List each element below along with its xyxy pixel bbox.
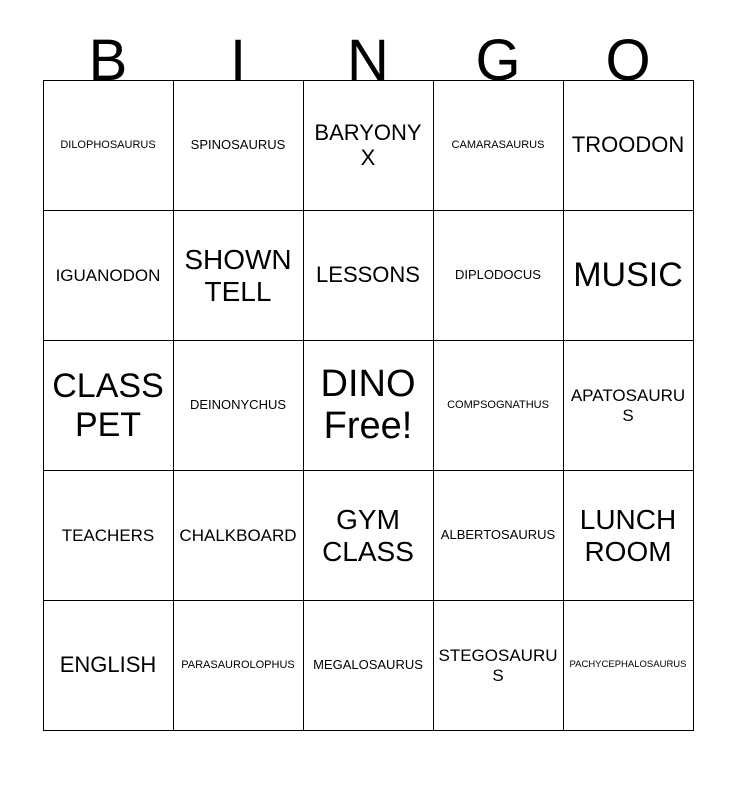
bingo-row (43, 601, 693, 731)
header-letter-o: O (605, 28, 651, 93)
bingo-cell-label: TEACHERS (61, 525, 155, 545)
bingo-cell-label: CAMARASAURUS (451, 139, 545, 152)
bingo-cell[interactable] (173, 471, 303, 601)
bingo-cell-label: SHOWN TELL (184, 244, 292, 307)
bingo-cell[interactable] (43, 211, 173, 341)
bingo-row (43, 341, 693, 471)
bingo-cell-label: STEGOSAURUS (438, 646, 558, 685)
bingo-cell-label: GYM CLASS (322, 504, 414, 567)
bingo-cell[interactable] (563, 341, 693, 471)
bingo-cell-label: ALBERTOSAURUS (440, 527, 556, 543)
bingo-cell-label: DEINONYCHUS (189, 397, 287, 413)
bingo-row (43, 211, 693, 341)
bingo-cell-label: DIPLODOCUS (455, 267, 541, 283)
bingo-cell-label: LESSONS (316, 262, 420, 288)
bingo-cell-label: IGUANODON (55, 265, 161, 285)
bingo-cell[interactable] (433, 601, 563, 731)
bingo-cell[interactable] (173, 81, 303, 211)
bingo-cell[interactable] (563, 211, 693, 341)
bingo-cell[interactable] (173, 211, 303, 341)
bingo-cell-label: MUSIC (573, 256, 683, 295)
bingo-cell-label: TROODON (571, 132, 685, 158)
bingo-cell[interactable] (303, 601, 433, 731)
bingo-row (43, 81, 693, 211)
bingo-cell-label: COMPSOGNATHUS (447, 399, 549, 412)
header-letter-b: B (88, 28, 128, 93)
bingo-cell[interactable] (303, 471, 433, 601)
bingo-cell[interactable] (433, 341, 563, 471)
bingo-free-cell[interactable] (303, 341, 433, 471)
bingo-cell-label: ENGLISH (59, 652, 157, 678)
header-letter-n: N (347, 28, 389, 93)
bingo-cell-label: APATOSAURUS (570, 386, 686, 425)
bingo-cell[interactable] (173, 341, 303, 471)
bingo-header (43, 0, 693, 93)
bingo-cell-label: MEGALOSAURUS (313, 657, 423, 673)
bingo-cell-label: BARYONYX (314, 119, 422, 170)
header-letter-i: I (229, 28, 247, 93)
bingo-row (43, 471, 693, 601)
bingo-cell[interactable] (433, 211, 563, 341)
bingo-cell[interactable] (43, 81, 173, 211)
bingo-cell[interactable] (303, 81, 433, 211)
bingo-cell[interactable] (563, 81, 693, 211)
bingo-cell[interactable] (433, 81, 563, 211)
bingo-cell[interactable] (563, 471, 693, 601)
header-letter-g: G (475, 28, 521, 93)
bingo-cell-label: PARASAUROLOPHUS (181, 659, 295, 672)
free-cell-line1: DINO (320, 363, 416, 406)
bingo-cell-label: CLASS PET (52, 367, 164, 444)
bingo-cell[interactable] (43, 341, 173, 471)
bingo-cell-label: CHALKBOARD (179, 525, 297, 545)
bingo-cell-label: PACHYCEPHALOSAURUS (569, 659, 687, 671)
bingo-cell[interactable] (43, 471, 173, 601)
bingo-cell[interactable] (303, 211, 433, 341)
bingo-cell[interactable] (433, 471, 563, 601)
bingo-cell-label: SPINOSAURUS (190, 137, 286, 153)
bingo-cell[interactable] (43, 601, 173, 731)
bingo-cell[interactable] (563, 601, 693, 731)
bingo-cell-label: LUNCH ROOM (579, 504, 677, 567)
bingo-cell-label: DILOPHOSAURUS (60, 139, 156, 152)
bingo-grid (43, 80, 694, 731)
bingo-cell[interactable] (173, 601, 303, 731)
free-cell-line2: Free! (323, 404, 413, 447)
